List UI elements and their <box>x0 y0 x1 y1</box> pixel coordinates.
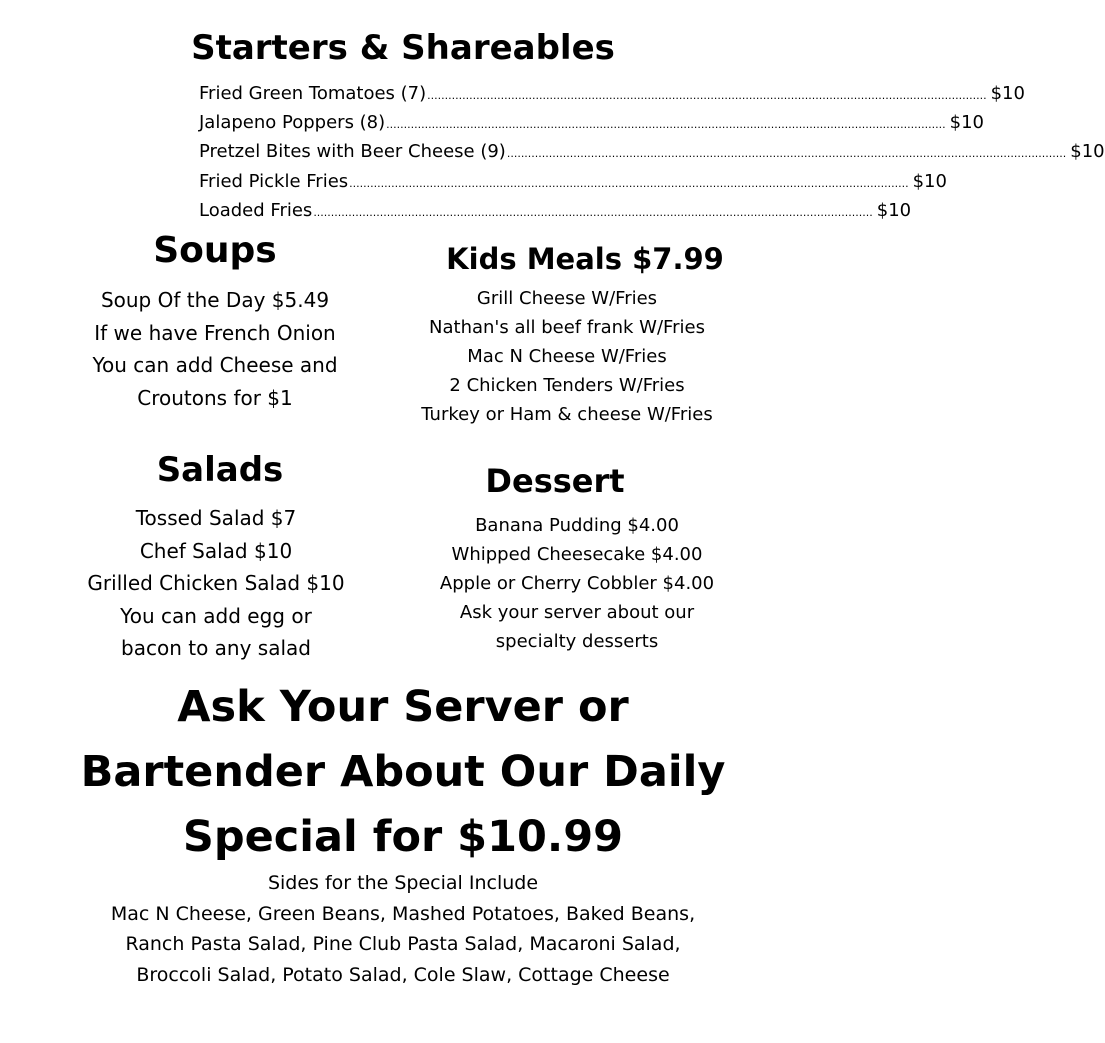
starters-list <box>199 79 1105 225</box>
menu-item-price: $10 <box>949 112 984 134</box>
kids-meal-line: 2 Chicken Tenders W/Fries <box>449 375 685 396</box>
menu-item-price: $10 <box>876 199 912 221</box>
menu-item-row <box>199 137 1105 166</box>
menu-item-row <box>199 79 1025 108</box>
menu-item-price: $10 <box>990 83 1025 104</box>
menu-item-name: Fried Pickle Fries <box>199 170 349 192</box>
soups-line: If we have French Onion <box>94 320 336 345</box>
dessert-section <box>412 511 742 656</box>
kids-meals-section <box>392 284 742 429</box>
dot-leader: ................................................................................................................................................................ <box>386 118 946 132</box>
menu-item-row <box>199 167 947 196</box>
kids-meal-line: Turkey or Ham & cheese W/Fries <box>421 404 713 425</box>
salads-line: Chef Salad $10 <box>139 538 293 563</box>
soups-section <box>60 284 370 414</box>
dessert-line: Banana Pudding $4.00 <box>475 515 679 536</box>
special-sides-section <box>0 868 806 990</box>
soups-line: You can add Cheese and <box>92 353 338 377</box>
salads-title: Salads <box>156 450 284 490</box>
soups-title: Soups <box>153 230 277 271</box>
menu-item-name: Pretzel Bites with Beer Cheese (9) <box>199 141 506 163</box>
starters-title: Starters & Shareables <box>191 28 615 68</box>
kids-meals-title: Kids Meals $7.99 <box>446 242 724 276</box>
daily-special-banner <box>0 675 806 870</box>
dot-leader: ................................................................................................................................................................ <box>313 205 873 219</box>
kids-meal-line: Grill Cheese W/Fries <box>476 288 658 309</box>
dessert-title: Dessert <box>485 462 625 500</box>
salads-line: bacon to any salad <box>121 636 311 660</box>
menu-item-row <box>199 108 984 137</box>
menu-item-row <box>199 196 912 225</box>
menu-item-price: $10 <box>1070 141 1105 163</box>
soups-line: Croutons for $1 <box>137 385 293 410</box>
dessert-line: specialty desserts <box>495 631 659 652</box>
kids-meal-line: Nathan's all beef frank W/Fries <box>429 317 705 338</box>
sides-heading: Sides for the Special Include <box>267 872 539 894</box>
salads-line: Tossed Salad $7 <box>135 506 297 530</box>
kids-meal-line: Mac N Cheese W/Fries <box>467 346 667 367</box>
menu-item-price: $10 <box>912 170 947 192</box>
dot-leader: ................................................................................................................................................................ <box>506 147 1067 161</box>
menu-item-name: Jalapeno Poppers (8) <box>199 112 386 134</box>
sides-line: Broccoli Salad, Potato Salad, Cole Slaw, Cottage Cheese <box>136 963 670 986</box>
menu-item-name: Loaded Fries <box>199 199 313 221</box>
salads-line: Grilled Chicken Salad $10 <box>87 571 345 595</box>
menu-item-name: Fried Green Tomatoes (7) <box>199 83 427 104</box>
salads-section <box>56 502 376 665</box>
soups-line: Soup Of the Day $5.49 <box>100 288 330 312</box>
daily-special-line: Special for $10.99 <box>182 812 624 862</box>
sides-line: Mac N Cheese, Green Beans, Mashed Potatoes, Baked Beans, <box>110 902 696 925</box>
dessert-line: Whipped Cheesecake $4.00 <box>451 544 703 565</box>
dessert-line: Ask your server about our <box>459 602 695 623</box>
salads-line: You can add egg or <box>120 603 312 628</box>
dot-leader: ................................................................................................................................................................ <box>349 176 909 190</box>
daily-special-line: Bartender About Our Daily <box>80 747 726 797</box>
daily-special-line: Ask Your Server or <box>177 682 629 732</box>
sides-line: Ranch Pasta Salad, Pine Club Pasta Salad, Macaroni Salad, <box>125 933 681 955</box>
dessert-line: Apple or Cherry Cobbler $4.00 <box>439 573 715 594</box>
dot-leader: ................................................................................................................................................................ <box>427 89 987 102</box>
